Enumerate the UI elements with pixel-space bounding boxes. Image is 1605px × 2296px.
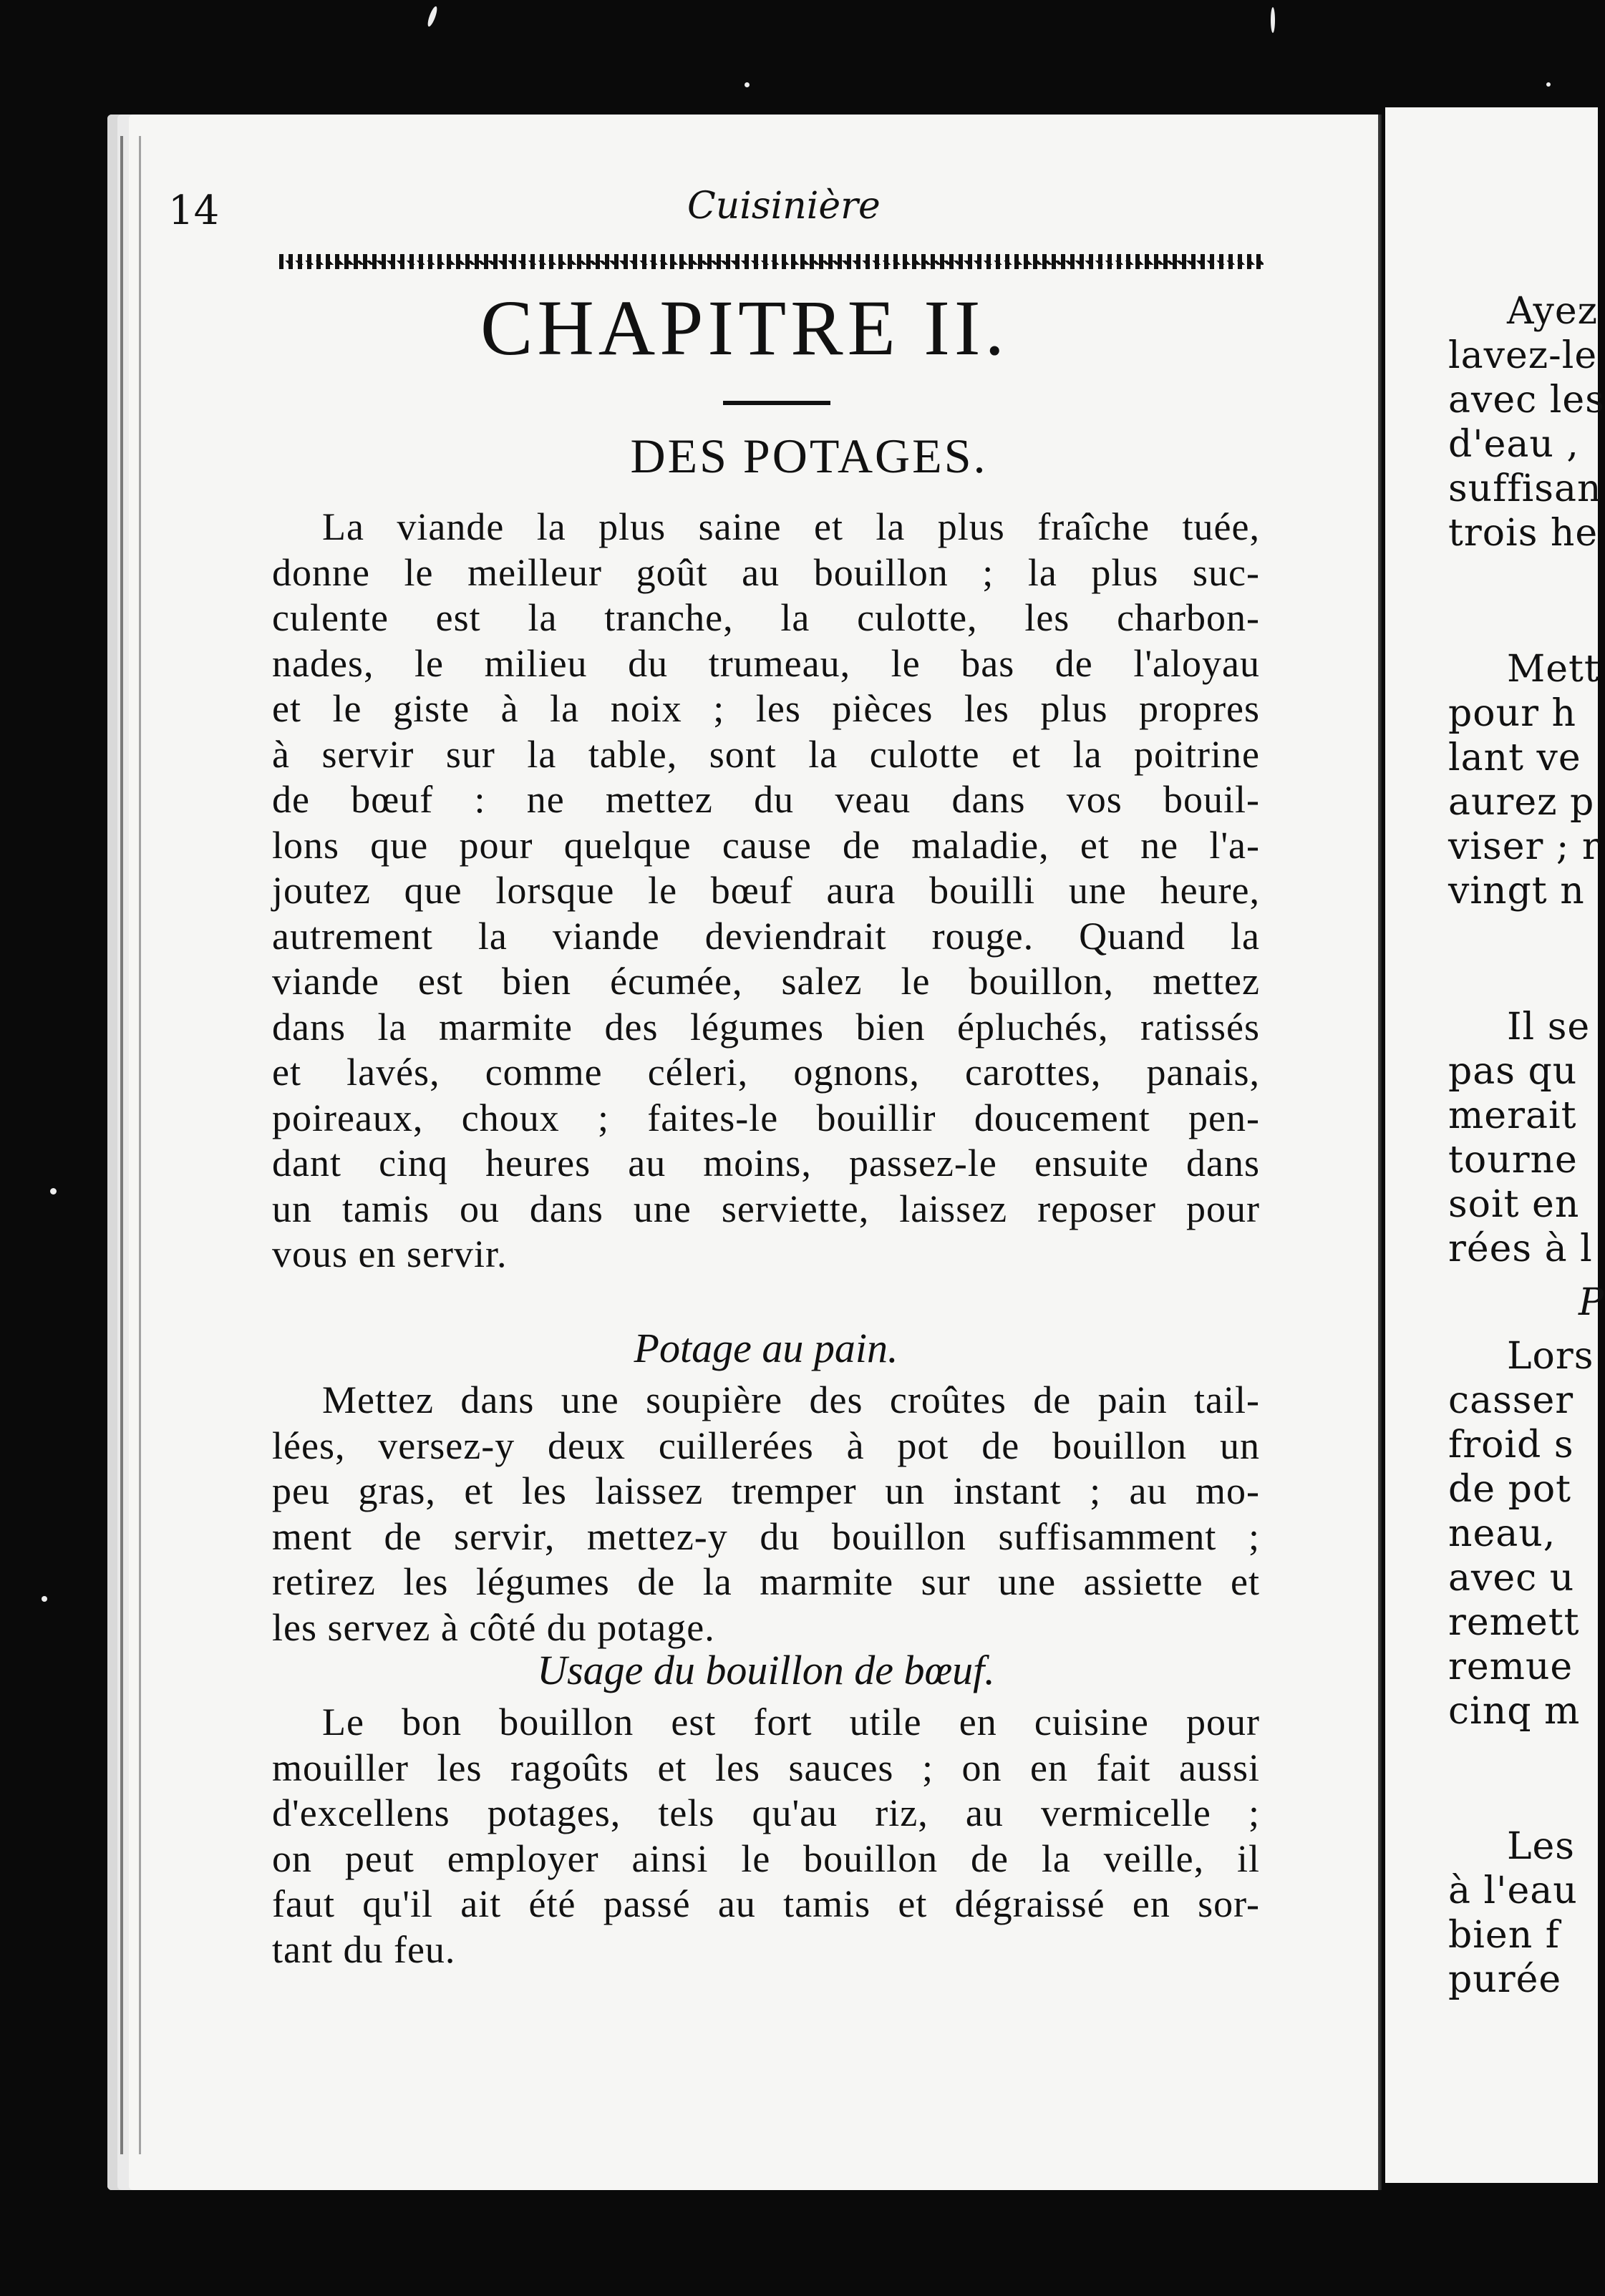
right-page-line: avec les (1448, 379, 1605, 422)
right-page-line: d'eau , (1448, 423, 1579, 466)
text-line: La viande la plus saine et la plus fraîche tuée, (322, 505, 1260, 548)
text-line: mouiller les ragoûts et les sauces ; on en fait aussi (272, 1746, 1260, 1789)
text-line: dant cinq heures au moins, passez-le ensuite dans (272, 1142, 1260, 1185)
scan-speck (1546, 82, 1551, 87)
text-line: ment de servir, mettez-y du bouillon suffisamment ; (272, 1514, 1260, 1558)
text-line: à servir sur la table, sont la culotte et la poitrine (272, 732, 1260, 776)
right-page-line: remue (1448, 1645, 1574, 1688)
text-line: d'excellens potages, tels qu'au riz, au vermicelle ; (272, 1791, 1260, 1834)
right-page-line: Il se (1507, 1006, 1591, 1049)
text-line: faut qu'il ait été passé au tamis et dégraissé en sor- (272, 1882, 1260, 1925)
right-page-line: trois he (1448, 512, 1599, 555)
right-page (1385, 107, 1605, 2183)
right-page-line: pas qu (1448, 1050, 1578, 1093)
scan-speck (426, 6, 439, 28)
right-page-line: merait (1448, 1094, 1577, 1137)
text-line: Le bon bouillon est fort utile en cuisine pour (322, 1701, 1260, 1743)
title-rule (723, 401, 830, 405)
scan-speck (745, 82, 750, 87)
right-page-line: soit en (1448, 1183, 1580, 1226)
text-line: joutez que lorsque le bœuf aura bouilli une heure, (272, 869, 1260, 912)
paragraph-potage-au-pain (272, 1378, 1260, 1650)
text-line: lons que pour quelque cause de maladie, et ne l'a- (272, 823, 1260, 867)
subheading-usage-bouillon: Usage du bouillon de bœuf. (537, 1647, 995, 1693)
text-line: donne le meilleur goût au bouillon ; la plus suc- (272, 550, 1260, 594)
text-line: et le giste à la noix ; les pièces les plus propres (272, 687, 1260, 730)
text-line: poireaux, choux ; faites-le bouillir doucement pen- (272, 1096, 1260, 1139)
text-line: retirez les légumes de la marmite sur une assiette et (272, 1560, 1260, 1603)
right-page-line: bien f (1448, 1914, 1560, 1957)
right-page-line: purée (1448, 1958, 1562, 2001)
right-page-line: neau, (1448, 1512, 1556, 1555)
running-head: Cuisinière (687, 185, 881, 228)
right-page-line: vingt n (1448, 870, 1585, 913)
text-line: et lavés, comme céleri, ognons, carottes, panais, (272, 1051, 1260, 1094)
text-line: les servez à côté du potage. (272, 1605, 715, 1649)
right-page-line: à l'eau (1448, 1869, 1578, 1912)
right-page-line: viser ; r (1448, 825, 1601, 868)
scan-speck (1271, 7, 1275, 33)
text-line: on peut employer ainsi le bouillon de la veille, il (272, 1837, 1260, 1880)
right-page-line: Les (1507, 1825, 1575, 1868)
text-line: un tamis ou dans une serviette, laissez reposer pour (272, 1187, 1260, 1230)
text-line: viande est bien écumée, salez le bouillon, mettez (272, 960, 1260, 1003)
text-line: lées, versez-y deux cuillerées à pot de bouillon un (272, 1424, 1260, 1467)
right-page-line: Ayez (1507, 290, 1598, 333)
scan-speck (50, 1188, 57, 1195)
right-page-line: lavez-le (1448, 334, 1598, 377)
text-line: dans la marmite des légumes bien épluchés, ratissés (272, 1005, 1260, 1049)
scan-speck (42, 1596, 47, 1602)
section-title: DES POTAGES. (630, 429, 988, 483)
text-line: autrement la viande deviendrait rouge. Quand la (272, 914, 1260, 958)
ornamental-rule (279, 254, 1264, 269)
text-line: vous en servir. (272, 1232, 508, 1275)
text-line: nades, le milieu du trumeau, le bas de l'aloyau (272, 641, 1260, 685)
right-page-line: cinq m (1448, 1690, 1581, 1733)
right-page-line: lant ve (1448, 736, 1581, 779)
text-line: tant du feu. (272, 1927, 456, 1971)
paragraph-usage-bouillon (272, 1700, 1260, 1972)
subheading-potage-au-pain: Potage au pain. (634, 1325, 898, 1371)
right-page-line: avec u (1448, 1557, 1575, 1600)
right-page-line: P (1579, 1281, 1604, 1324)
text-line: peu gras, et les laissez tremper un instant ; au mo- (272, 1469, 1260, 1512)
right-page-line: pour h (1448, 692, 1576, 735)
paragraph-potages-intro (272, 505, 1260, 1278)
right-page-line: Lors (1507, 1335, 1594, 1378)
text-line: Mettez dans une soupière des croûtes de pain tail- (322, 1378, 1260, 1421)
right-page-line: remett (1448, 1601, 1580, 1644)
text-line: culente est la tranche, la culotte, les charbon- (272, 596, 1260, 639)
right-page-line: Mett (1507, 648, 1600, 691)
right-page-line: suffisan (1448, 467, 1602, 510)
right-page-line: casser (1448, 1379, 1574, 1422)
chapter-title: CHAPITRE II. (480, 284, 1009, 371)
right-page-line: de pot (1448, 1468, 1572, 1511)
page-number: 14 (168, 188, 220, 234)
right-page-line: rées à l (1448, 1227, 1593, 1270)
right-page-line: aurez p (1448, 781, 1595, 824)
right-page-line: froid s (1448, 1424, 1574, 1466)
right-page-line: tourne (1448, 1139, 1578, 1182)
text-line: de bœuf : ne mettez du veau dans vos bouil- (272, 778, 1260, 821)
